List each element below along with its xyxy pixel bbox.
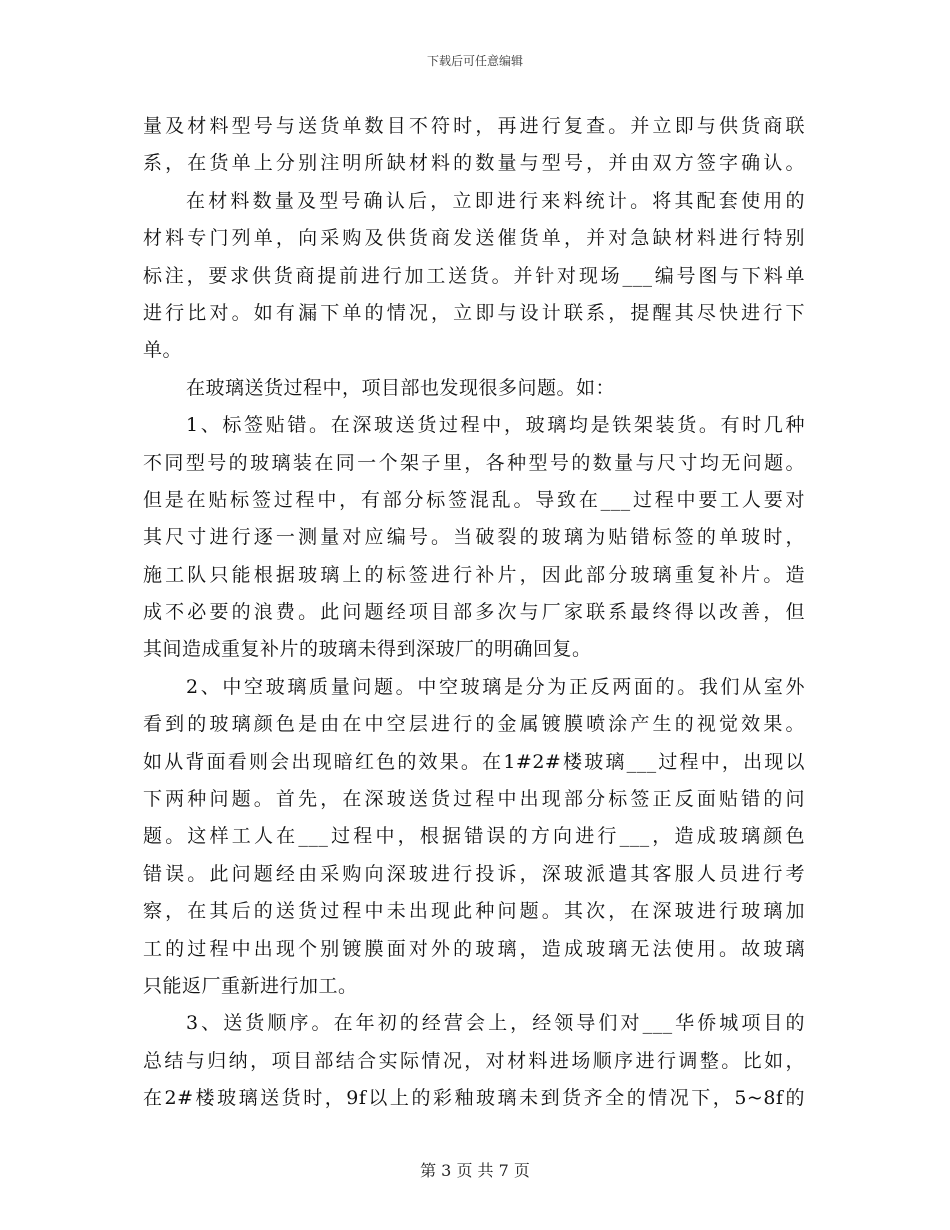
text-line: 在材料数量及型号确认后，立即进行来料统计。将其配套使用的	[186, 189, 805, 212]
text-line: 只能返厂重新进行加工。	[143, 974, 358, 997]
text-line: 在2#楼玻璃送货时，9f以上的彩釉玻璃未到货齐全的情况下，5~8f的	[143, 1087, 805, 1110]
text-line: 工的过程中出现个别镀膜面对外的玻璃，造成玻璃无法使用。故玻璃	[143, 937, 805, 960]
text-line: 题。这样工人在___过程中，根据错误的方向进行___，造成玻璃颜色	[143, 825, 805, 848]
text-line: 察，在其后的送货过程中未出现此种问题。其次，在深玻进行玻璃加	[143, 900, 805, 923]
text-line: 成不必要的浪费。此问题经项目部多次与厂家联系最终得以改善，但	[143, 601, 805, 624]
text-line: 总结与归纳，项目部结合实际情况，对材料进场顺序进行调整。比如，	[143, 1049, 805, 1072]
text-line: 如从背面看则会出现暗红色的效果。在1#2#楼玻璃___过程中，出现以	[143, 750, 805, 773]
text-line: 看到的玻璃颜色是由在中空层进行的金属镀膜喷涂产生的视觉效果。	[143, 713, 805, 736]
text-line: 系，在货单上分别注明所缺材料的数量与型号，并由双方签字确认。	[143, 152, 805, 175]
page-header: 下载后可任意编辑	[426, 54, 523, 68]
text-line: 标注，要求供货商提前进行加工送货。并针对现场___编号图与下料单	[143, 264, 805, 287]
text-line: 材料专门列单，向采购及供货商发送催货单，并对急缺材料进行特别	[143, 227, 805, 250]
text-line: 下两种问题。首先，在深玻送货过程中出现部分标签正反面贴错的问	[143, 788, 805, 811]
text-line: 进行比对。如有漏下单的情况，立即与设计联系，提醒其尽快进行下	[143, 301, 805, 324]
text-line: 单。	[143, 339, 183, 362]
text-line: 量及材料型号与送货单数目不符时，再进行复查。并立即与供货商联	[143, 115, 805, 137]
text-line: 其尺寸进行逐一测量对应编号。当破裂的玻璃为贴错标签的单玻时，	[143, 526, 805, 549]
text-line: 2、中空玻璃质量问题。中空玻璃是分为正反两面的。我们从室外	[186, 675, 805, 698]
text-line: 错误。此问题经由采购向深玻进行投诉，深玻派遣其客服人员进行考	[143, 862, 805, 885]
text-line: 施工队只能根据玻璃上的标签进行补片，因此部分玻璃重复补片。造	[143, 563, 805, 586]
page-number: 第 3 页 共 7 页	[420, 1161, 530, 1180]
document-body	[143, 108, 805, 1118]
text-line: 3、送货顺序。在年初的经营会上，经领导们对___华侨城项目的	[186, 1012, 805, 1035]
text-line: 但是在贴标签过程中，有部分标签混乱。导致在___过程中要工人要对	[143, 488, 805, 511]
text-line: 1、标签贴错。在深玻送货过程中，玻璃均是铁架装货。有时几种	[186, 414, 805, 437]
text-line: 其间造成重复补片的玻璃未得到深玻厂的明确回复。	[143, 638, 592, 661]
text-line: 在玻璃送货过程中，项目部也发现很多问题。如：	[186, 376, 616, 399]
text-line: 不同型号的玻璃装在同一个架子里，各种型号的数量与尺寸均无问题。	[143, 451, 805, 474]
